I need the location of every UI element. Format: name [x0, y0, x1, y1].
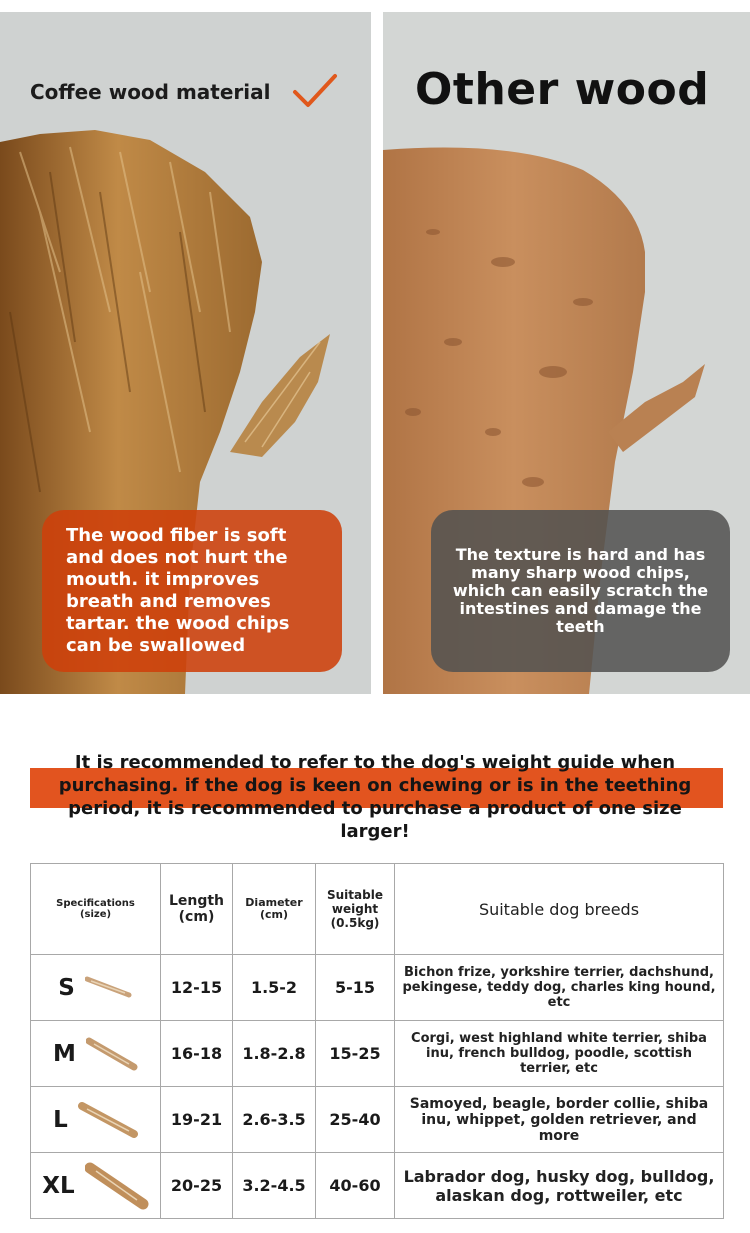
- size-label: M: [53, 1040, 76, 1067]
- diameter-value: 1.5-2: [233, 955, 316, 1021]
- diameter-value: 3.2-4.5: [233, 1153, 316, 1219]
- other-wood-panel: [383, 12, 750, 694]
- header-weight-label-1: Suitable: [327, 888, 383, 902]
- coffee-wood-title: Coffee wood material: [30, 80, 271, 104]
- breeds-value: Samoyed, beagle, border collie, shiba inu, whippet, golden retriever, and more: [395, 1087, 724, 1153]
- table-row: [31, 1021, 724, 1087]
- header-diameter: [233, 864, 316, 955]
- table-header-row: [31, 864, 724, 955]
- coffee-wood-description: The wood fiber is soft and does not hurt the mouth. it improves breath and removes tartar. the wood chips can be swallowed: [42, 510, 342, 672]
- header-weight: [316, 864, 395, 955]
- other-wood-description: The texture is hard and has many sharp wood chips, which can easily scratch the intestines and damage the teeth: [431, 510, 730, 672]
- size-cell: [31, 955, 161, 1021]
- length-value: 20-25: [161, 1153, 233, 1219]
- breeds-value: Corgi, west highland white terrier, shiba inu, french bulldog, poodle, scottish terrier, etc: [395, 1021, 724, 1087]
- size-cell: [31, 1021, 161, 1087]
- stick-xl-icon: [85, 1160, 149, 1212]
- weight-value: 40-60: [316, 1153, 395, 1219]
- header-specifications: [31, 864, 161, 955]
- header-weight-unit: (0.5kg): [330, 916, 380, 930]
- header-length: [161, 864, 233, 955]
- size-label: L: [53, 1106, 68, 1133]
- weight-value: 25-40: [316, 1087, 395, 1153]
- header-breeds: Suitable dog breeds: [395, 864, 724, 955]
- coffee-wood-panel: [0, 12, 371, 694]
- length-value: 19-21: [161, 1087, 233, 1153]
- header-spec-unit: (size): [79, 909, 112, 920]
- breeds-value: Labrador dog, husky dog, bulldog, alaskan dog, rottweiler, etc: [395, 1153, 724, 1219]
- length-value: 12-15: [161, 955, 233, 1021]
- table-row: [31, 1153, 724, 1219]
- stick-l-icon: [78, 1100, 138, 1140]
- header-diameter-label: Diameter: [245, 896, 303, 909]
- table-row: [31, 955, 724, 1021]
- size-table: [30, 863, 724, 1219]
- size-label: S: [58, 974, 75, 1001]
- header-spec-label: Specifications: [56, 898, 135, 909]
- size-cell: [31, 1087, 161, 1153]
- header-weight-label-2: weight: [331, 902, 379, 916]
- header-diameter-unit: (cm): [259, 908, 289, 921]
- weight-value: 15-25: [316, 1021, 395, 1087]
- diameter-value: 1.8-2.8: [233, 1021, 316, 1087]
- diameter-value: 2.6-3.5: [233, 1087, 316, 1153]
- other-wood-title: Other wood: [415, 64, 710, 115]
- breeds-value: Bichon frize, yorkshire terrier, dachshund, pekingese, teddy dog, charles king hound, etc: [395, 955, 724, 1021]
- stick-m-icon: [86, 1035, 138, 1073]
- checkmark-icon: [292, 72, 338, 110]
- table-row: [31, 1087, 724, 1153]
- recommendation-text: It is recommended to refer to the dog's weight guide when purchasing. if the dog is keen on chewing or is in the teething period, it is recommended to purchase a product of one size larger!: [58, 752, 692, 842]
- header-length-label: Length: [168, 893, 225, 909]
- weight-value: 5-15: [316, 955, 395, 1021]
- stick-s-icon: [85, 975, 133, 1001]
- header-length-unit: (cm): [178, 909, 215, 925]
- size-label: XL: [42, 1172, 75, 1199]
- length-value: 16-18: [161, 1021, 233, 1087]
- size-cell: [31, 1153, 161, 1219]
